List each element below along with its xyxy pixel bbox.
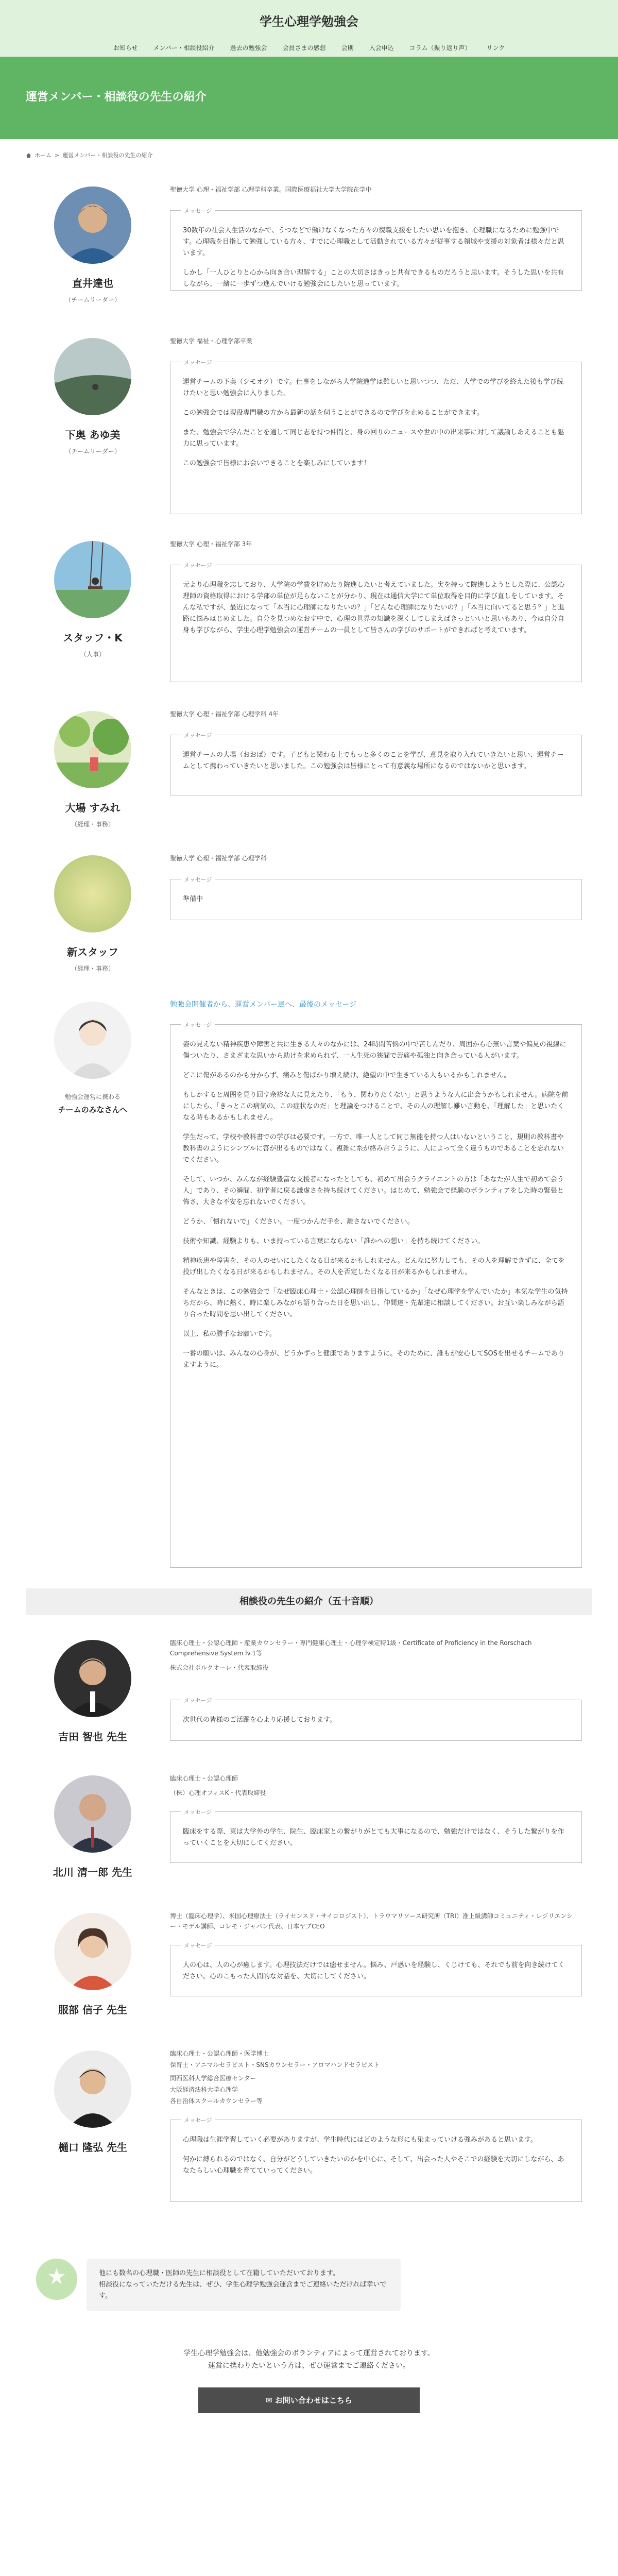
advisor-lead: 各自治体スクールカウンセラー等: [170, 2097, 263, 2105]
advisor-lead: 臨床心理士・公認心理師・医学博士: [170, 2050, 269, 2057]
advisor-name: 吉田 智也 先生: [58, 1731, 127, 1743]
advisor-lead: 大阪経済法科大学心理学: [170, 2086, 238, 2093]
organizer-role: 勉強会運営に携わる: [64, 1093, 121, 1100]
message-paragraph: 何かに縛られるのではなく、自分がどうしていきたいのかを中心に、そして、出会った人やそこでの経験を大切にしながら、あなたらしい心理職を育てていってください。: [183, 2156, 564, 2175]
message-box: [170, 1942, 582, 1996]
message-box: [170, 2117, 582, 2202]
message-box: [170, 732, 582, 795]
member-name: 大場 すみれ: [65, 802, 121, 814]
message-paragraph: 準備中: [183, 895, 203, 903]
message-paragraph: 一番の願いは、みんなの心身が、どうかずっと健康でありますように。そのために、誰もが安心してSOSを出せるチームでありますように。: [183, 1350, 564, 1369]
message-box: [170, 876, 582, 920]
page-hero: [0, 57, 618, 139]
advisor-lead: 関西医科大学総合医療センター: [170, 2075, 256, 2082]
member-lead: 聖徳大学 心理・福祉学部 心理学科 4年: [170, 710, 279, 718]
member-profile: [36, 828, 582, 973]
advisor-name: 樋口 隆弘 先生: [58, 2141, 127, 2154]
message-paragraph: 元より心理職を志しており、大学院の学費を貯めたり院進したいと考えていました。実を持って院進しようとした際に、公認心理師の資格取得における学部の単位が足らないことが分かり、現在は通信大学にて単位取得を目的に学び直しをしています。そんな私ですが、最近になって「本当に心理師になりたいの？」「どんな心理師になりたいの？」「本当に向いてると思う？」と進路に悩みはじめました。自分を見つめなおす中で、心理の世界の知識を深くしてしまえばきっといいと思いもあり、今は自分自身も学びながら、学生心理学勉強会の運営チームの一員として皆さんの学びのサポートができればと考えています。: [183, 581, 565, 634]
message-paragraph: 30数年の社会人生活のなかで、うつなどで働けなくなった方々の復職支援をしたい思いを抱き、心理職になるために勉強中です。心理職を目指して勉強している方々、すでに心理職として活動されている方々が従事する領域や支援の対象者は様々だと思います。: [183, 227, 564, 257]
advisor-photo: [54, 1775, 131, 1853]
member-role: （チームリーダー）: [64, 448, 121, 455]
advisor-photo: [54, 2050, 131, 2128]
advisor-profile: [36, 1615, 582, 1743]
advisor-lead: 臨床心理士・公認心理師・産業カウンセラー・専門健康心理士・心理学検定特1級・Certificate of Proficiency in the Rorschach Comprehensive System lv.1等: [170, 1639, 532, 1657]
message-label: メッセージ: [181, 2116, 215, 2124]
message-paragraph: 以上、私の勝手なお願いです。: [183, 1330, 276, 1338]
breadcrumb: [0, 139, 618, 162]
message-paragraph: どこに傷があるのかも分からず、痛みと傷ばかり増え続け、絶望の中で生きている人もいるかもしれません。: [183, 1072, 511, 1079]
message-label: メッセージ: [181, 1696, 215, 1704]
message-box: [170, 210, 582, 291]
advisor-name: 服部 信子 先生: [58, 2004, 127, 2016]
message-paragraph: もしかすると周囲を見り回す余裕な人に見えたり、「もう、関わりたくない」と思うような人に出会うかもしれません。病院を前にしたら、「きっとこの病気の、この症状なのだ」と理論をつけることで、その人の理解し難い言動を、「理解した」と思いたくなる時もあるかもしれません。: [183, 1091, 569, 1122]
site-logo[interactable]: 学生心理学勉強会: [260, 14, 358, 29]
bubble-line: 他にも数名の心理職・医師の先生に相談役として在籍していただいております。: [99, 2269, 339, 2277]
member-photo: [54, 338, 131, 415]
nav-item-column[interactable]: コラム（振り返り声）: [409, 44, 471, 52]
member-role: （経理・事務）: [71, 821, 114, 828]
global-nav: [0, 43, 618, 52]
volunteer-line: 運営に携わりたいという方は、ぜひ運営までご連絡ください。: [208, 2362, 410, 2370]
advisor-lead: 博士（臨床心理学）、米国心理療法士（ライセンスド・サイコロジスト）、トラウマリソース研究所（TRI）准上級講師コミュニティ・レジリエンシー・モデル講師、コレモ・ジャパン代表、日本ヤブCEO: [170, 1912, 573, 1930]
member-profile: [36, 514, 582, 682]
message-paragraph: 心理職は生涯学習していく必要がありますが、学生時代にはどのような形にも染まっていける強みがあると思います。: [183, 2136, 537, 2144]
advisor-lead: （株）心理オフィスK・代表取締役: [170, 1789, 266, 1797]
member-name: 下奥 あゆ美: [65, 429, 121, 441]
advisor-lead: 株式会社ポルクオーレ・代表取締役: [170, 1664, 269, 1671]
home-icon[interactable]: [26, 152, 31, 158]
advisor-photo: [54, 1640, 131, 1717]
page-title: 運営メンバー・相談役の先生の紹介: [26, 91, 207, 104]
advisors-section-title: 相談役の先生の紹介（五十音順）: [26, 1588, 592, 1615]
message-paragraph: 技術や知識、経験よりも、いま持っている言葉にならない「誰かへの想い」を持ち続けてください。: [183, 1238, 485, 1245]
advisor-name: 北川 清一郎 先生: [53, 1866, 132, 1878]
nav-item-join[interactable]: 入会申込: [369, 44, 394, 52]
member-lead: 聖徳大学 心理・福祉学部 3年: [170, 540, 252, 548]
member-profile: [36, 304, 582, 514]
nav-item-links[interactable]: リンク: [486, 44, 505, 52]
member-photo: [54, 187, 131, 264]
member-role: （人事）: [80, 651, 105, 658]
nav-item-reviews[interactable]: 会員さまの感想: [282, 44, 326, 52]
member-role: （経理・事務）: [71, 965, 114, 972]
message-box: [170, 562, 582, 682]
message-paragraph: そして、いつか、みんなが経験豊富な支援者になったとしても、初めて出会うクライエントの方は「あなたが人生で初めて会う人」であり、その瞬間、初学者に戻る謙虚さを持ち続けてください。はじめて、勉強会で経験のボランティアをした時の緊張と怖さ、大きな不安を忘れないでください。: [183, 1176, 564, 1206]
volunteer-note: [0, 2347, 618, 2372]
message-label: メッセージ: [181, 1941, 215, 1950]
message-box: [170, 359, 582, 514]
message-label: メッセージ: [181, 358, 215, 366]
message-paragraph: そんなときは、この勉強会で「なぜ臨床心理士・公認心理師を目指しているか」「なぜ心理学を学んでいたか」本気な学生の気持ちだから、時に熱く、時に楽しみながら語り合った日を思い出し、仲間達・先輩達に相談してください。お互い楽しみながら語り合った時間を思い出してください。: [183, 1288, 568, 1318]
message-box: [170, 1811, 582, 1863]
message-paragraph: 姿の見えない精神疾患や障害と共に生きる人々のなかには、24時間苦悩の中で苦しんだり、周囲から心無い言葉や偏見の視線に傷ついたり、さまざまな思いから助けを求められず、一人生死の狭間で苦痛や孤独と向き合っている人がいます。: [183, 1041, 566, 1060]
message-label: メッセージ: [181, 875, 215, 884]
message-paragraph: この勉強会で皆様にお会いできることを楽しみにしています！: [183, 460, 371, 467]
message-paragraph: しかし「一人ひとりと心から向き合い理解する」ことの大切さはきっと共有できるものだろうと思います。そうした思いを共有しながら、一緒に一歩ずつ進んでいける勉強会にしたいと思っています。: [183, 269, 564, 288]
message-label: メッセージ: [181, 731, 215, 739]
contact-button-label: お問い合わせはこちら: [274, 2396, 352, 2405]
message-paragraph: 運営チームの下奥（シモオク）です。仕事をしながら大学院進学は難しいと思いつつ、ただ、大学での学びを終えた後も学び続けたいと思い勉強会に入りました。: [183, 378, 564, 397]
advisor-profile: [36, 1879, 582, 2016]
member-photo: [54, 855, 131, 933]
organizer-profile: [36, 973, 582, 1568]
message-label: メッセージ: [181, 207, 215, 215]
advisors-list: [36, 1615, 582, 2202]
nav-item-news[interactable]: お知らせ: [113, 44, 138, 52]
organizer-lead: 勉強会開催者から、運営メンバー達へ、最後のメッセージ: [170, 1001, 357, 1009]
advisor-photo: [54, 1913, 131, 1990]
member-profile: [36, 162, 582, 304]
message-label: メッセージ: [181, 1021, 215, 1029]
message-paragraph: 運営チームの大場（おおば）です。子どもと関わる上でもっと多くのことを学び、意見を取り入れていきたいと思い、運営チームとして携わっていきたいと思いました。この勉強会は皆様にとって有意義な場所になるのではないかと思います。: [183, 751, 564, 770]
recruit-note: [36, 2259, 582, 2311]
advisor-profile: [36, 2016, 582, 2202]
message-paragraph: 学生だって、学校や教科書での学びは必要です。一方で、唯一人として同じ無能を持つ人はいないということ、規則の教科書や教科書のようにシンプルに答が出るものではなく、複雑に糸が絡み合うように、人によって全く違うものであることを忘れないでください。: [183, 1133, 564, 1164]
member-photo: [54, 541, 131, 618]
breadcrumb-home[interactable]: ホーム: [35, 152, 52, 159]
advisor-lead: 保育士・アニマルセラピスト・SNSカウンセラー・アロマハンドセラピスト: [170, 2061, 380, 2069]
organizer-illustration: [54, 1002, 131, 1079]
nav-item-past-sessions[interactable]: 過去の勉強会: [230, 44, 267, 52]
member-lead: 聖徳大学 福祉・心理学部卒業: [170, 337, 252, 345]
message-paragraph: 次世代の皆様のご活躍を心より応援しております。: [183, 1716, 336, 1724]
member-lead: 聖徳大学 心理・福祉学部 心理学科卒業。国際医療福祉大学大学院在学中: [170, 186, 372, 193]
speech-bubble: [87, 2259, 401, 2311]
contact-button[interactable]: [198, 2387, 420, 2413]
message-paragraph: この勉強会では現役専門職の方から最新の話を伺うことができるので学びを止めることができます。: [183, 409, 484, 417]
bubble-line: 相談役になっていただける先生は、ぜひ、学生心理学勉強会運営までご連絡いただければ幸いです。: [99, 2281, 387, 2300]
member-photo: [54, 711, 131, 788]
breadcrumb-separator: >: [55, 151, 60, 159]
advisor-lead: 臨床心理士・公認心理師: [170, 1775, 238, 1782]
member-role: （チームリーダー）: [64, 296, 121, 303]
speaker-icon: [36, 2259, 77, 2300]
advisor-profile: [36, 1743, 582, 1879]
site-header: [0, 0, 618, 57]
nav-item-members[interactable]: メンバー・相談役紹介: [153, 44, 215, 52]
message-label: メッセージ: [181, 1808, 215, 1816]
message-paragraph: 精神疾患や障害を、その人のせいにしたくなる日が来るかもしれません。どんなに努力しても、その人を理解できずに、全てを投げ出したくなる日が来るかもしれません。その人を否定したくなる日が来るかもしれません。: [183, 1257, 565, 1276]
message-label: メッセージ: [181, 561, 215, 569]
member-name: スタッフ・K: [63, 632, 123, 644]
message-paragraph: また、勉強会で学んだことを通して同じ志を持つ仲間と、身の回りのニュースや世の中の出来事に対して議論しあえることも魅力に思っています。: [183, 429, 564, 448]
message-box: [170, 1024, 582, 1568]
members-list: [36, 162, 582, 1568]
mail-icon: ✉: [266, 2396, 275, 2405]
volunteer-line: 学生心理学勉強会は、他勉強会のボランティアによって運営されております。: [183, 2349, 435, 2358]
message-box: [170, 1697, 582, 1741]
breadcrumb-current: 運営メンバー・相談役の先生の紹介: [62, 152, 153, 159]
message-paragraph: 人の心は、人の心が癒します。心理技法だけでは癒せません。悩み、戸惑いを経験し、くじけても、それでも前を向き続けてください。心のこもった人間的な対話を、大切にしてください。: [183, 1961, 565, 1980]
nav-item-rules[interactable]: 会則: [341, 44, 354, 52]
message-paragraph: 臨床をする際、東は大学外の学生、院生、臨床家との繋がりがとても大事になるので、勉強だけではなく、そうした繋がりを作っていくことを大切にしてください。: [183, 1828, 564, 1847]
message-paragraph: どうか、「慣れないで」ください。一度つかんだ手を、離さないでください。: [183, 1218, 414, 1226]
member-lead: 聖徳大学 心理・福祉学部 心理学科: [170, 855, 267, 862]
member-name: 直井達也: [72, 277, 113, 290]
member-profile: [36, 682, 582, 828]
member-name: 新スタッフ: [67, 946, 118, 958]
organizer-name: チームのみなさんへ: [58, 1105, 128, 1114]
